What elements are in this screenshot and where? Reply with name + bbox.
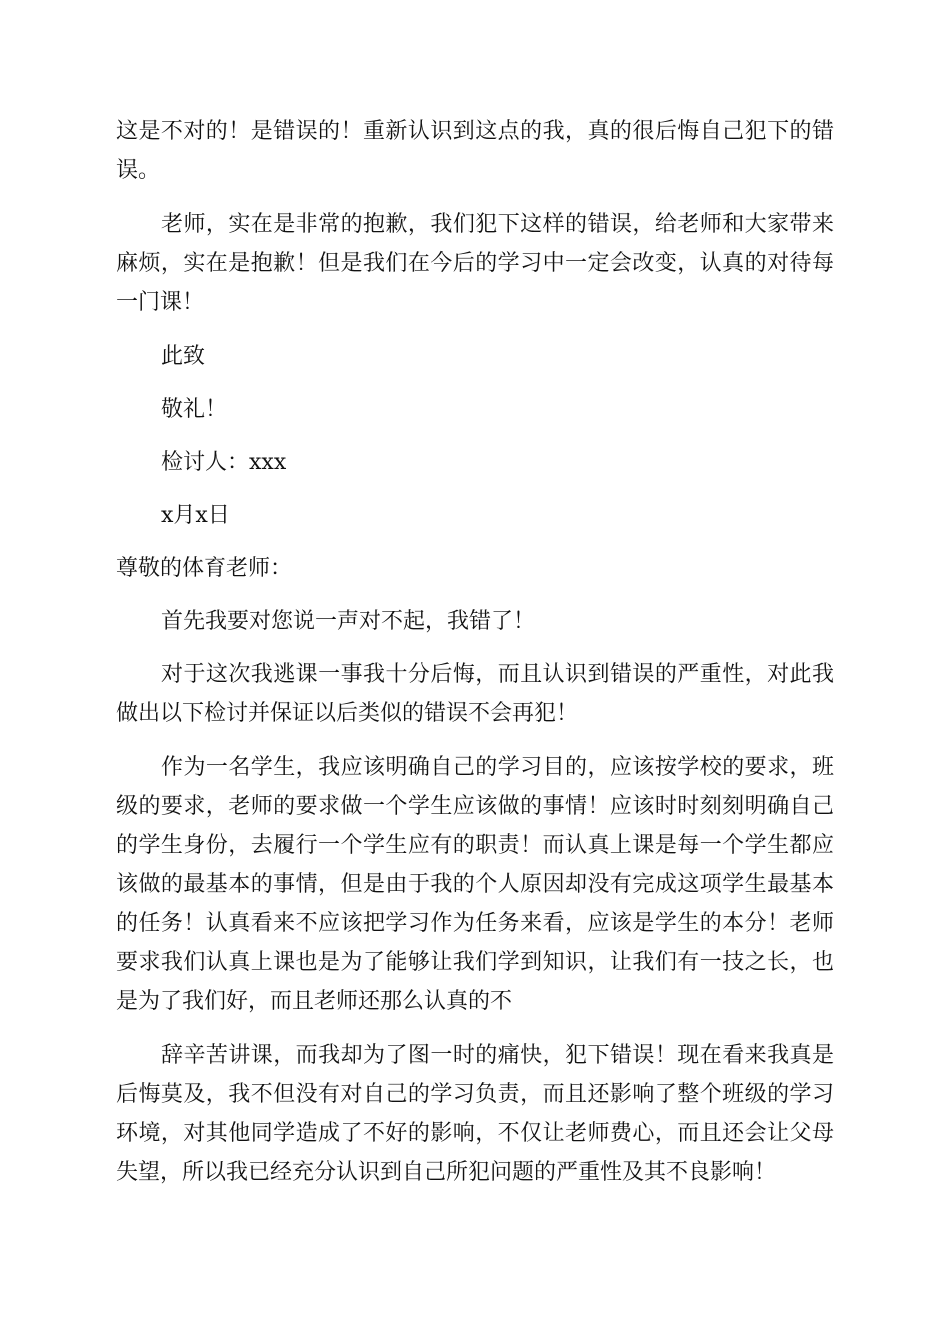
signature-author: 检讨人：xxx <box>161 450 287 475</box>
paragraph-apology: 老师，实在是非常的抱歉，我们犯下这样的错误，给老师和大家带来麻烦，实在是抱歉！但是我们在今后的学习中一定会改变，认真的对待每一门课！ <box>116 212 834 315</box>
paragraph-regret: 对于这次我逃课一事我十分后悔，而且认识到错误的严重性，对此我做出以下检讨并保证以后类似的错误不会再犯！ <box>116 662 834 726</box>
paragraph-consequences: 辞辛苦讲课，而我却为了图一时的痛快，犯下错误！现在看来我真是后悔莫及，我不但没有对自己的学习负责，而且还影响了整个班级的学习环境，对其他同学造成了不好的影响，不仅让老师费心，而且还会让父母失望，所以我已经充分认识到自己所犯问题的严重性及其不良影响！ <box>116 1043 834 1185</box>
paragraph-realization: 这是不对的！是错误的！重新认识到这点的我，真的很后悔自己犯下的错误。 <box>116 119 834 183</box>
document-body <box>116 112 834 1207</box>
signature-date: x月x日 <box>161 503 230 528</box>
closing-jingli: 敬礼！ <box>161 397 228 422</box>
paragraph-student-duty: 作为一名学生，我应该明确自己的学习目的，应该按学校的要求，班级的要求，老师的要求做一个学生应该做的事情！应该时时刻刻明确自己的学生身份，去履行一个学生应有的职责！而认真上课是每一个学生都应该做的最基本的事情，但是由于我的个人原因却没有完成这项学生最基本的任务！认真看来不应该把学习作为任务来看，应该是学生的本分！老师要求我们认真上课也是为了能够让我们学到知识，让我们有一技之长，也是为了我们好，而且老师还那么认真的不 <box>116 755 834 1014</box>
salutation: 尊敬的体育老师： <box>116 556 293 581</box>
paragraph-sorry: 首先我要对您说一声对不起，我错了！ <box>161 609 536 634</box>
closing-cizhi: 此致 <box>161 344 206 369</box>
